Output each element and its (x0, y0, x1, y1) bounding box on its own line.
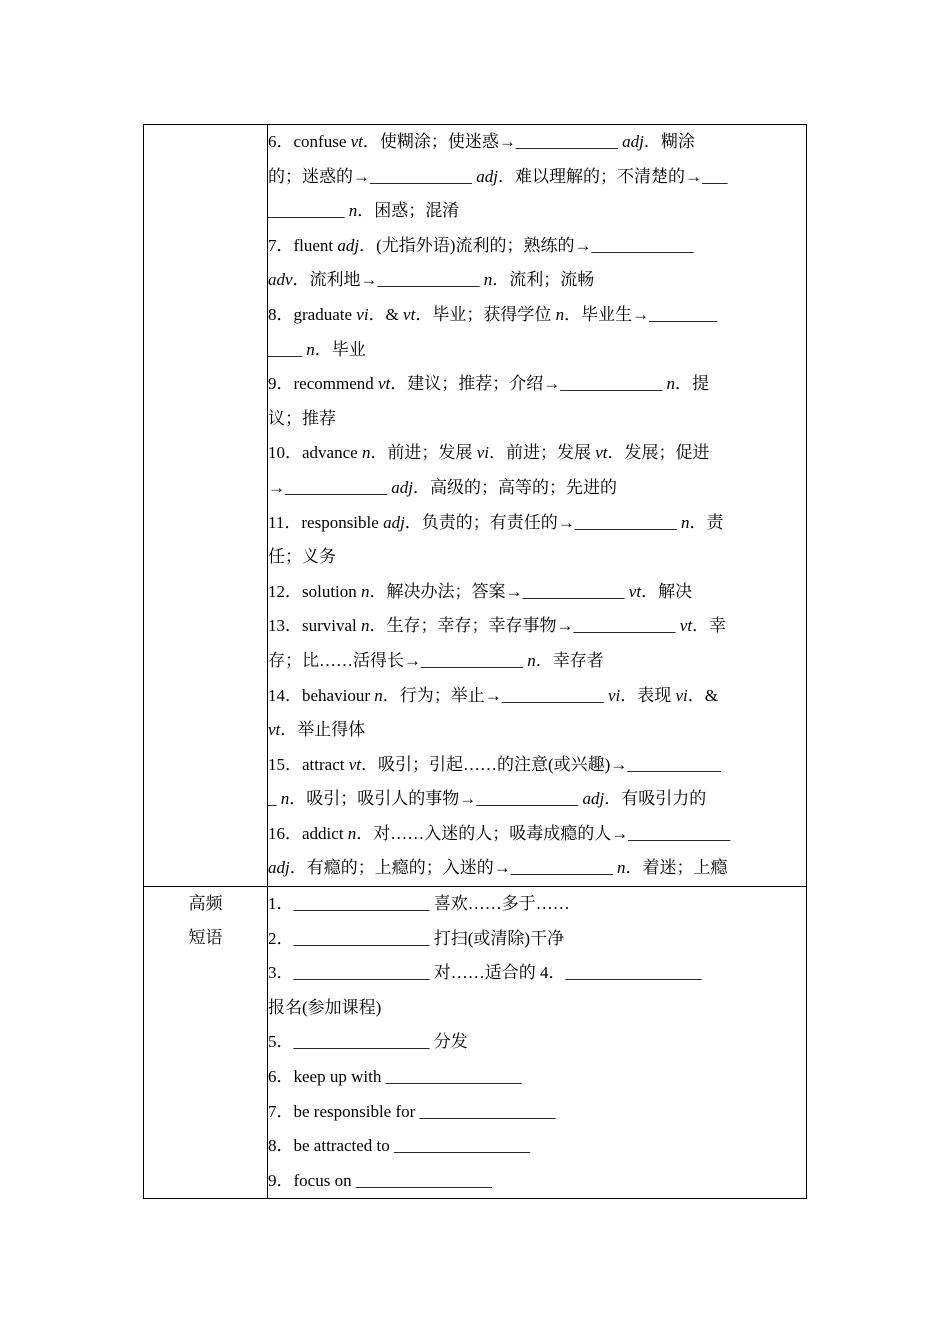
phrase-line: 8．be attracted to ________________ (268, 1136, 531, 1156)
vocab-text: ．(尤指外语)流利的；熟练的→____________ (359, 235, 694, 255)
vocab-text: ．举止得体 (280, 720, 366, 740)
phrase-label-line1: 高频 (188, 894, 223, 914)
vocab-text: 12．solution (268, 581, 362, 601)
part-of-speech: n (280, 789, 290, 809)
part-of-speech: n (348, 201, 358, 221)
part-of-speech: vt (679, 616, 693, 636)
vocab-text: ．流利地→____________ (292, 270, 484, 290)
vocab-text: →____________ (268, 477, 392, 497)
vocab-label-cell (144, 125, 268, 887)
part-of-speech: vt (628, 581, 642, 601)
vocab-line (268, 679, 806, 714)
vocab-text: ．难以理解的；不清楚的→___ (497, 166, 728, 186)
phrase-line: 9．focus on ________________ (268, 1170, 492, 1190)
vocab-text: ．负责的；有责任的→____________ (404, 512, 682, 532)
part-of-speech: adj (391, 477, 413, 497)
vocab-line (268, 298, 806, 333)
vocab-text: ．困惑；混淆 (357, 201, 460, 221)
vocab-text: ．前进；发展 (488, 443, 596, 463)
vocab-text: ．毕业 (314, 339, 366, 359)
part-of-speech: vi (476, 443, 489, 463)
vocab-content-cell (268, 125, 807, 887)
part-of-speech: n (361, 581, 370, 601)
part-of-speech: n (616, 858, 626, 878)
vocab-text: 8．graduate (268, 304, 357, 324)
vocab-line (268, 333, 806, 368)
vocab-text: 7．fluent (268, 235, 338, 255)
vocab-line (268, 713, 806, 748)
part-of-speech: n (681, 512, 690, 532)
vocab-text: 16．addict (268, 823, 348, 843)
vocab-line (268, 644, 806, 679)
part-of-speech: n (555, 304, 565, 324)
vocab-text: ．吸引；引起……的注意(或兴趣)→___________ (361, 754, 721, 774)
vocab-text: 6．confuse (268, 132, 351, 151)
phrase-line: 报名(参加课程) (268, 997, 382, 1017)
vocab-text: ．解决 (641, 581, 693, 601)
part-of-speech: adj (268, 858, 290, 878)
worksheet-table (143, 124, 807, 1199)
part-of-speech: vi (675, 685, 688, 705)
vocab-text: ．糊涂 (643, 132, 695, 151)
vocab-text: 议；推荐 (268, 408, 336, 428)
vocab-text: 14．behaviour (268, 685, 375, 705)
vocab-row (144, 125, 807, 887)
part-of-speech: vt (403, 304, 416, 324)
vocab-text: ．毕业生→________ (564, 304, 718, 324)
vocab-line (268, 125, 806, 160)
vocab-text: ．表现 (620, 685, 676, 705)
vocab-line (268, 367, 806, 402)
part-of-speech: vi (607, 685, 621, 705)
part-of-speech: n (666, 374, 676, 394)
vocab-text: ．提 (675, 374, 710, 394)
vocab-line (268, 263, 806, 298)
vocab-line (268, 609, 806, 644)
vocab-text: ．使糊涂；使迷惑→____________ (362, 132, 623, 151)
part-of-speech: vt (268, 720, 281, 740)
vocab-text: ．幸存者 (535, 650, 604, 670)
vocab-line (268, 851, 806, 886)
vocab-text: 存；比……活得长→____________ (268, 650, 528, 670)
vocab-text: ．幸 (692, 616, 727, 636)
part-of-speech: vi (356, 304, 369, 324)
phrase-line: 2．________________ 打扫(或清除)干净 (268, 928, 565, 948)
part-of-speech: n (527, 650, 536, 670)
vocab-text: ．毕业；获得学位 (415, 304, 556, 324)
vocab-text: ．着迷；上瘾 (625, 858, 728, 878)
vocab-text: ．有吸引力的 (604, 789, 707, 809)
part-of-speech: adj (337, 235, 360, 255)
part-of-speech: vt (595, 443, 608, 463)
phrase-line: 6．keep up with ________________ (268, 1067, 522, 1087)
vocab-line (268, 506, 806, 541)
vocab-line (268, 402, 806, 437)
part-of-speech: adj (383, 512, 405, 532)
vocab-text: ．流利；流畅 (492, 270, 595, 290)
part-of-speech: adj (582, 789, 605, 809)
vocab-text: ．生存；幸存；幸存事物→____________ (369, 616, 680, 636)
vocab-text: ．& (687, 685, 719, 705)
vocab-text: 任；义务 (268, 547, 336, 567)
vocab-line (268, 436, 806, 471)
vocab-text: ．解决办法；答案→____________ (369, 581, 629, 601)
part-of-speech: n (374, 685, 383, 705)
phrase-line: 3．________________ 对……适合的 4．________________ (268, 963, 702, 983)
vocab-line (268, 782, 806, 817)
part-of-speech: vt (378, 374, 391, 394)
vocab-line (268, 748, 806, 783)
phrase-line: 5．________________ 分发 (268, 1032, 468, 1052)
phrase-label-cell (144, 887, 268, 1199)
part-of-speech: adj (622, 132, 644, 151)
vocab-text: 的；迷惑的→____________ (268, 166, 477, 186)
phrase-content-cell (268, 887, 807, 1199)
vocab-text: ．对……入迷的人；吸毒成瘾的人→____________ (356, 823, 731, 843)
vocab-line (268, 575, 806, 610)
vocab-text: ．前进；发展 (370, 443, 477, 463)
phrase-row (144, 887, 807, 1199)
part-of-speech: adj (476, 166, 498, 186)
vocab-text: ．有瘾的；上瘾的；入迷的→____________ (289, 858, 617, 878)
part-of-speech: vt (348, 754, 361, 774)
vocab-text: ____ (268, 339, 307, 359)
part-of-speech: adv (268, 270, 293, 290)
vocab-text: 15．attract (268, 754, 349, 774)
phrase-line: 1．________________ 喜欢……多于…… (268, 894, 570, 914)
vocab-text: ．责 (689, 512, 724, 532)
vocab-text: ．& (368, 304, 404, 324)
vocab-line (268, 194, 806, 229)
part-of-speech: n (347, 823, 357, 843)
part-of-speech: vt (350, 132, 363, 151)
phrase-line: 7．be responsible for ________________ (268, 1101, 556, 1121)
vocab-text: 13．survival (268, 616, 362, 636)
vocab-line (268, 540, 806, 575)
vocab-line (268, 471, 806, 506)
phrase-label-line2: 短语 (188, 928, 223, 948)
vocab-text: _ (268, 789, 281, 809)
vocab-text: ．行为；举止→____________ (382, 685, 608, 705)
vocab-text: ．高级的；高等的；先进的 (412, 477, 617, 497)
vocab-text: 10．advance (268, 443, 362, 463)
part-of-speech: n (483, 270, 493, 290)
vocab-line (268, 229, 806, 264)
vocab-text: ．建议；推荐；介绍→____________ (390, 374, 667, 394)
part-of-speech: n (361, 616, 370, 636)
part-of-speech: n (306, 339, 315, 359)
vocab-text: 11．responsible (268, 512, 384, 532)
vocab-text: ．发展；促进 (607, 443, 710, 463)
vocab-line (268, 817, 806, 852)
part-of-speech: n (361, 443, 371, 463)
vocab-text: _________ (268, 201, 349, 221)
vocab-text: 9．recommend (268, 374, 378, 394)
vocab-line (268, 160, 806, 195)
vocab-text: ．吸引；吸引人的事物→____________ (289, 789, 583, 809)
